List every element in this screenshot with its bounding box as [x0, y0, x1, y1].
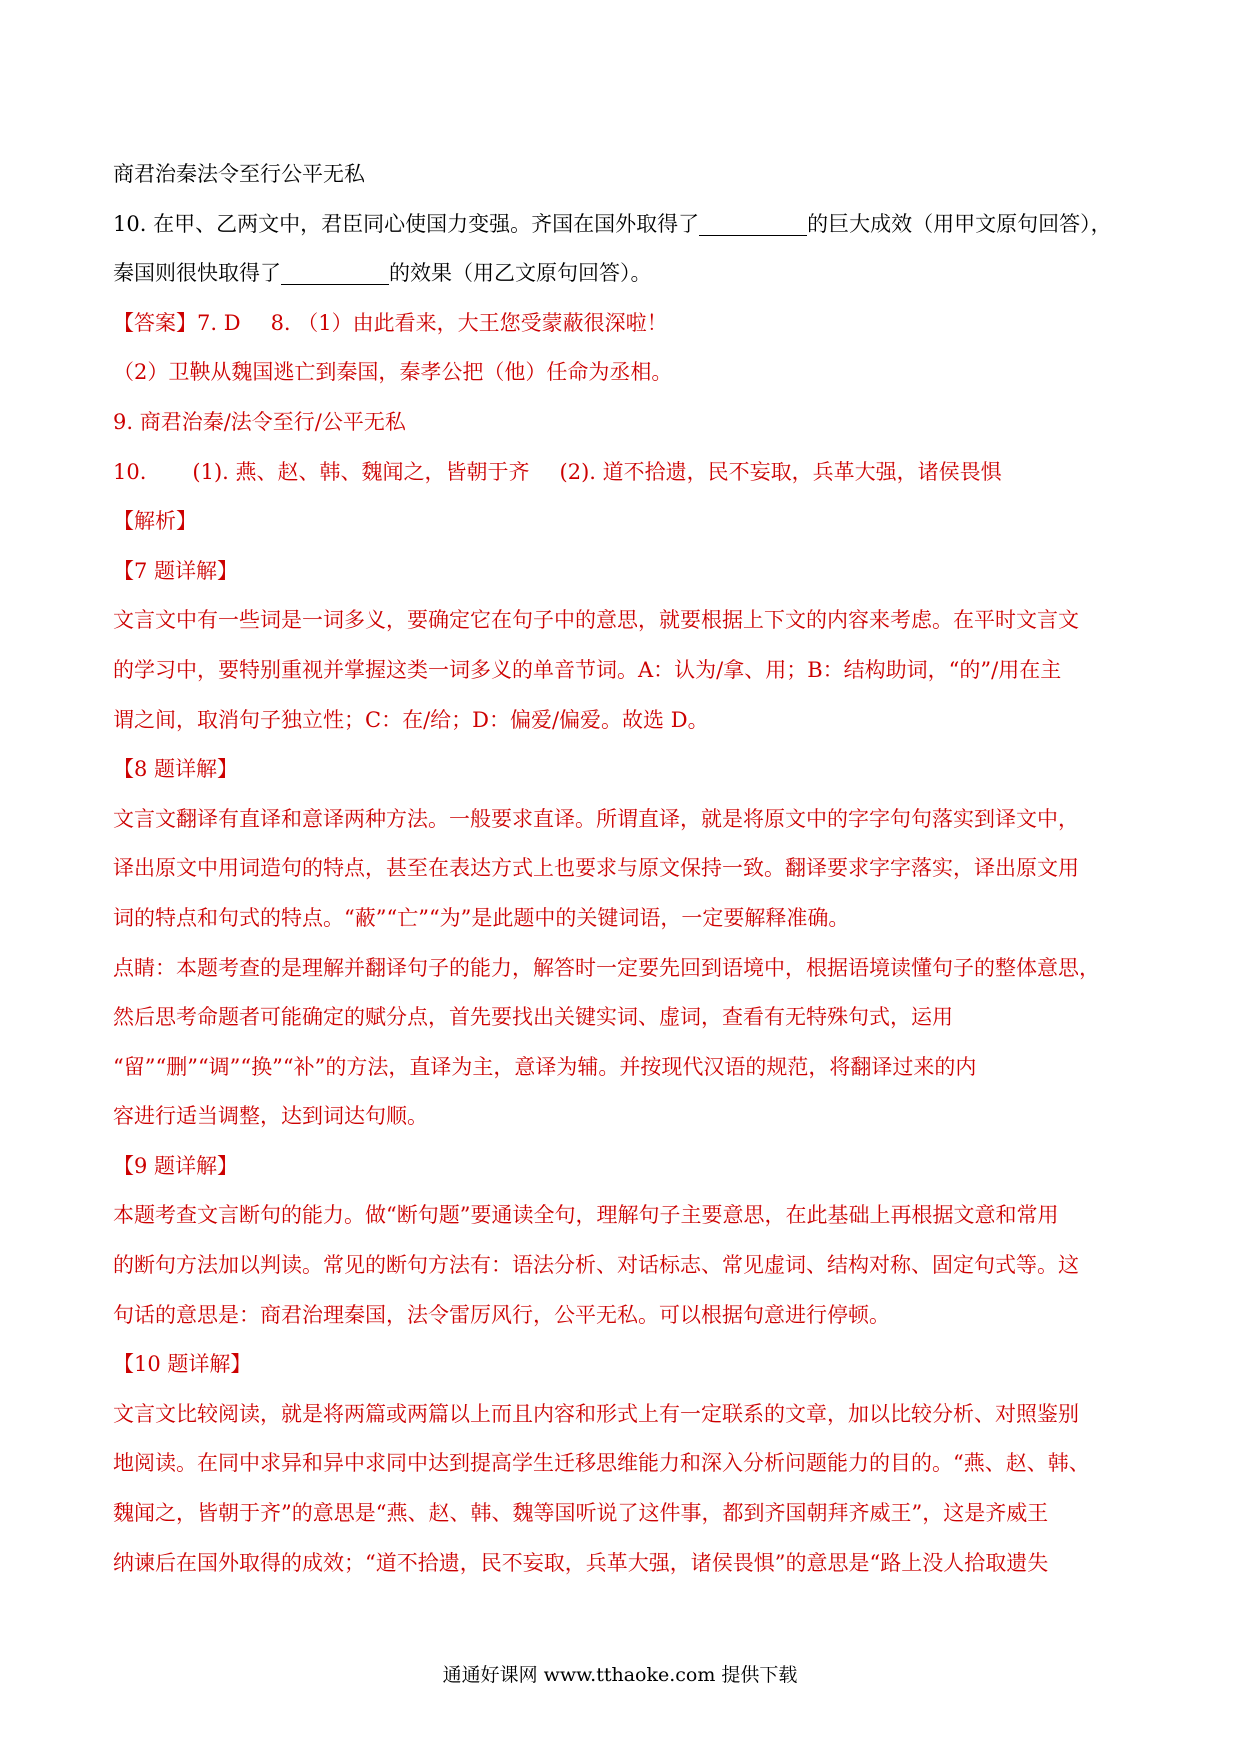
answer-blank-1[interactable]	[699, 210, 807, 236]
answer-line	[113, 299, 1133, 349]
q7-detail-line: 谓之间，取消句子独立性；C：在/给；D：偏爱/偏爱。故选 D。	[113, 707, 709, 732]
question-10-text-1: 10. 在甲、乙两文中，君臣同心使国力变强。齐国在国外取得了	[113, 211, 700, 236]
answer-label: 【答案】7. D	[113, 310, 241, 335]
q8-tip-line: “留”“删”“调”“换”“补”的方法，直译为主，意译为辅。并按现代汉语的规范，将翻译过来的内	[113, 1054, 977, 1079]
question-10-text-2: 的巨大成效（用甲文原句回答），	[807, 211, 1112, 236]
question-10-continued	[113, 249, 1133, 299]
q7-detail-line: 的学习中，要特别重视并掌握这类一词多义的单音节词。A：认为/拿、用；B：结构助词，“的”/用在主	[113, 657, 1062, 682]
q8-detail-line: 文言文翻译有直译和意译两种方法。一般要求直译。所谓直译，就是将原文中的字字句句落实到译文中，	[113, 806, 1079, 831]
q8-tip-line: 然后思考命题者可能确定的赋分点，首先要找出关键实词、虚词，查看有无特殊句式，运用	[113, 1005, 953, 1030]
q10-detail-line: 文言文比较阅读，就是将两篇或两篇以上而且内容和形式上有一定联系的文章，加以比较分析、对照鉴别	[113, 1401, 1079, 1426]
answer-q10-part-a: (1). 燕、赵、韩、魏闻之，皆朝于齐	[192, 459, 530, 484]
page-footer: 通通好课网 www.tthaoke.com 提供下载	[442, 1664, 798, 1686]
q8-detail-line: 译出原文中用词造句的特点，甚至在表达方式上也要求与原文保持一致。翻译要求字字落实，译出原文用	[113, 856, 1079, 881]
q7-detail-title: 【7 题详解】	[113, 558, 239, 583]
q10-detail-title: 【10 题详解】	[113, 1352, 252, 1377]
answer-q10-number: 10.	[113, 459, 147, 484]
q8-tip-line: 点睛：本题考查的是理解并翻译句子的能力，解答时一定要先回到语境中，根据语境读懂句子的整体意思，	[113, 955, 1100, 980]
answer-q10-part-b: (2). 道不拾遗，民不妄取，兵革大强，诸侯畏惧	[559, 459, 1002, 484]
q9-detail-title: 【9 题详解】	[113, 1153, 239, 1178]
q9-detail-line: 句话的意思是：商君治理秦国，法令雷厉风行，公平无私。可以根据句意进行停顿。	[113, 1302, 890, 1327]
q9-detail-line: 的断句方法加以判读。常见的断句方法有：语法分析、对话标志、常见虚词、结构对称、固定句式等。这	[113, 1253, 1079, 1278]
answer-blank-2[interactable]	[281, 259, 389, 285]
question-10-text-4: 的效果（用乙文原句回答）。	[389, 261, 652, 286]
answer-q9: 9. 商君治秦/法令至行/公平无私	[113, 409, 406, 434]
answer-q8-2: （2）卫鞅从魏国逃亡到秦国，秦孝公把（他）任命为丞相。	[113, 360, 673, 385]
q7-detail-line: 文言文中有一些词是一词多义，要确定它在句子中的意思，就要根据上下文的内容来考虑。在平时文言文	[113, 608, 1079, 633]
answer-q10	[113, 448, 1133, 498]
document-content	[113, 150, 1133, 1588]
q10-detail-line: 魏闻之，皆朝于齐”的意思是“燕、赵、韩、魏等国听说了这件事，都到齐国朝拜齐威王”，这是齐威王	[113, 1501, 1049, 1526]
q8-detail-line: 词的特点和句式的特点。“蔽”“亡”“为”是此题中的关键词语，一定要解释准确。	[113, 905, 850, 930]
top-line: 商君治秦法令至行公平无私	[113, 162, 365, 186]
answer-q8-1: 8. （1）由此看来，大王您受蒙蔽很深啦！	[270, 310, 668, 335]
question-10-text-3: 秦国则很快取得了	[113, 261, 281, 286]
question-10	[113, 200, 1133, 250]
q10-detail-line: 纳谏后在国外取得的成效；“道不拾遗，民不妄取，兵革大强，诸侯畏惧”的意思是“路上没人拾取遗失	[113, 1550, 1049, 1575]
q8-detail-title: 【8 题详解】	[113, 757, 239, 782]
q8-tip-line: 容进行适当调整，达到词达句顺。	[113, 1104, 428, 1129]
q10-detail-line: 地阅读。在同中求异和异中求同中达到提高学生迁移思维能力和深入分析问题能力的目的。“燕、赵、韩、	[113, 1451, 1090, 1476]
q9-detail-line: 本题考查文言断句的能力。做“断句题”要通读全句，理解句子主要意思，在此基础上再根据文意和常用	[113, 1203, 1059, 1228]
analysis-label: 【解析】	[113, 509, 197, 534]
